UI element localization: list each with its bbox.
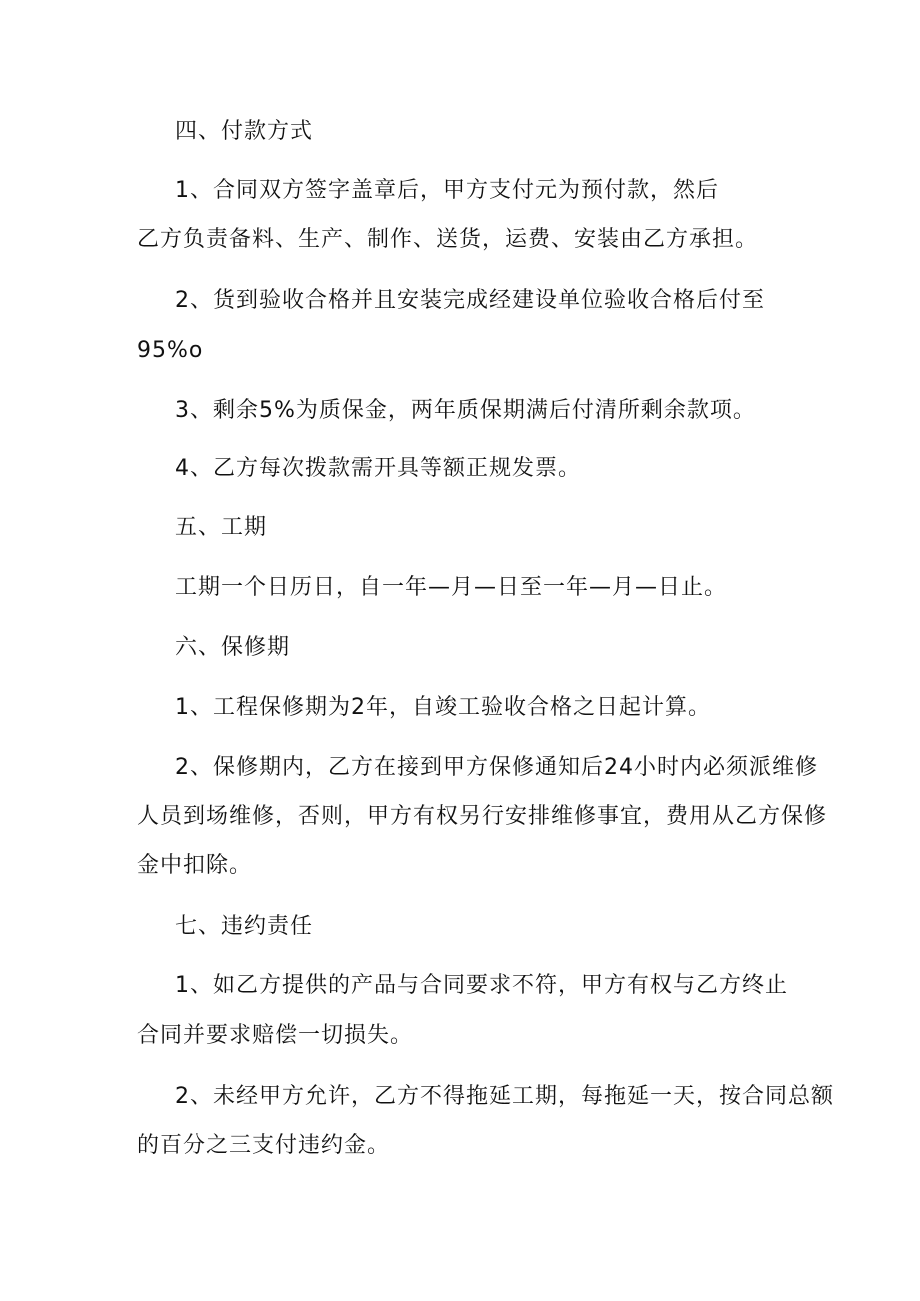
paragraph-line: 的百分之三支付违约金。: [137, 1133, 391, 1158]
paragraph-line: 合同并要求赔偿一切损失。: [137, 1023, 414, 1048]
paragraph-line: 2、货到验收合格并且安装完成经建设单位验收合格后付至: [175, 288, 765, 313]
paragraph-line: 1、合同双方签字盖章后，甲方支付元为预付款，然后: [175, 178, 719, 203]
paragraph-line: 2、保修期内，乙方在接到甲方保修通知后24小时内必须派维修: [175, 755, 818, 780]
paragraph-line: 2、未经甲方允许，乙方不得拖延工期，每拖延一天，按合同总额: [175, 1084, 834, 1109]
section-heading-payment: 四、付款方式: [175, 119, 314, 144]
section-heading-schedule: 五、工期: [175, 515, 268, 540]
section-heading-warranty: 六、保修期: [175, 635, 291, 660]
paragraph-line: 乙方负责备料、生产、制作、送货，运费、安装由乙方承担。: [137, 227, 759, 252]
paragraph-line: 95%o: [137, 338, 204, 363]
paragraph-line: 1、工程保修期为2年，自竣工验收合格之日起计算。: [175, 695, 711, 720]
paragraph-line: 4、乙方每次拨款需开具等额正规发票。: [175, 456, 581, 481]
paragraph-line: 3、剩余5%为质保金，两年质保期满后付清所剩余款项。: [175, 398, 756, 423]
section-heading-liability: 七、违约责任: [175, 914, 314, 939]
paragraph-line: 工期一个日历日，自一年—月—日至一年—月—日止。: [175, 575, 728, 600]
paragraph-line: 人员到场维修，否则，甲方有权另行安排维修事宜，费用从乙方保修: [137, 804, 828, 829]
paragraph-line: 1、如乙方提供的产品与合同要求不符，甲方有权与乙方终止: [175, 973, 788, 998]
paragraph-line: 金中扣除。: [137, 853, 253, 878]
